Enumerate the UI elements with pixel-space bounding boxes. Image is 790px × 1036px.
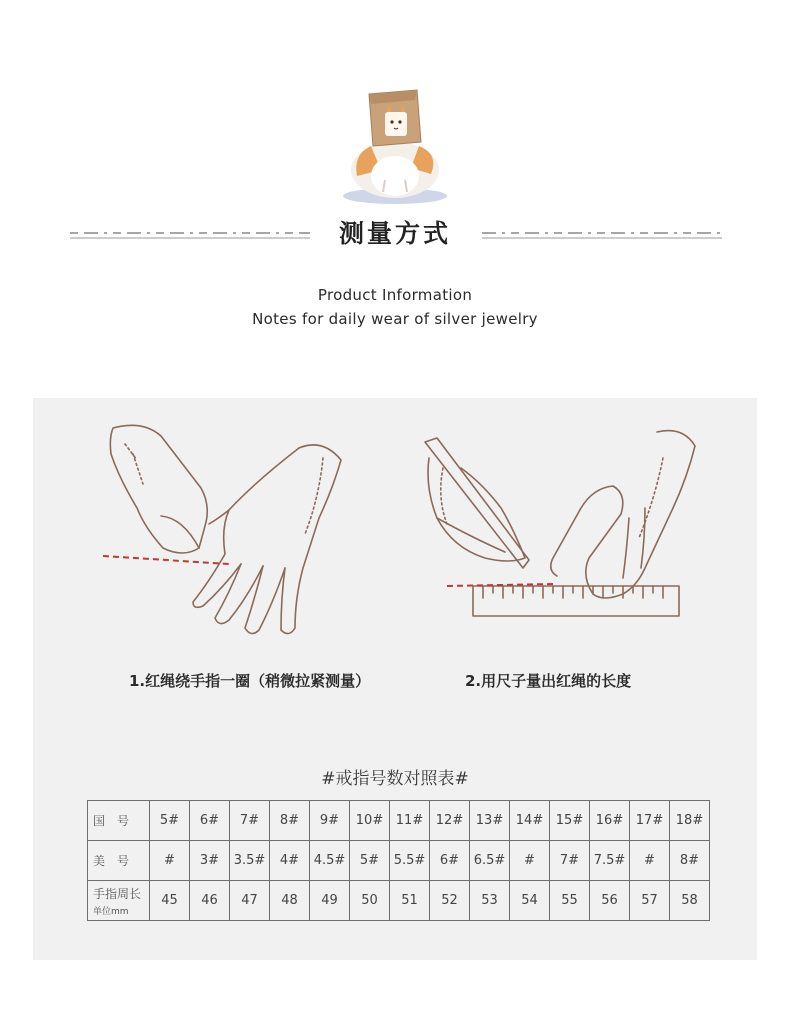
table-cell: 3# xyxy=(190,841,230,881)
table-cell: 51 xyxy=(390,881,430,921)
unit-label: 单位mm xyxy=(93,906,129,917)
subtitle-notes: Notes for daily wear of silver jewelry xyxy=(252,310,538,328)
table-cell: 4.5# xyxy=(310,841,350,881)
table-cell: 57 xyxy=(630,881,670,921)
table-cell: # xyxy=(510,841,550,881)
table-cell: 7# xyxy=(550,841,590,881)
section-title-row xyxy=(0,212,790,252)
row-header-cn-size: 国 号 xyxy=(88,801,150,841)
table-cell: 54 xyxy=(510,881,550,921)
table-cell: 18# xyxy=(670,801,710,841)
table-cell: 7# xyxy=(230,801,270,841)
table-cell: 5# xyxy=(350,841,390,881)
table-cell: 12# xyxy=(430,801,470,841)
measurement-panel xyxy=(33,398,757,960)
table-cell: 8# xyxy=(670,841,710,881)
table-row-cn-size xyxy=(88,801,710,841)
table-cell: 49 xyxy=(310,881,350,921)
table-cell: 50 xyxy=(350,881,390,921)
table-cell: 17# xyxy=(630,801,670,841)
table-cell: 58 xyxy=(670,881,710,921)
subtitle-product-information: Product Information xyxy=(317,286,473,304)
table-cell: 5.5# xyxy=(390,841,430,881)
table-cell: 7.5# xyxy=(590,841,630,881)
table-cell: 48 xyxy=(270,881,310,921)
table-cell: 14# xyxy=(510,801,550,841)
hand-with-ruler-sketch xyxy=(425,431,695,616)
table-cell: 46 xyxy=(190,881,230,921)
red-string-left xyxy=(103,556,229,564)
table-cell: 15# xyxy=(550,801,590,841)
table-cell: 52 xyxy=(430,881,470,921)
table-cell: 55 xyxy=(550,881,590,921)
hand-wrapping-string-sketch xyxy=(110,425,341,633)
table-cell: 13# xyxy=(470,801,510,841)
table-cell: 6# xyxy=(190,801,230,841)
table-cell: 16# xyxy=(590,801,630,841)
table-cell: 53 xyxy=(470,881,510,921)
cat-with-paper-bag-illustration xyxy=(335,84,455,206)
table-cell: 9# xyxy=(310,801,350,841)
table-cell: 8# xyxy=(270,801,310,841)
table-cell: 5# xyxy=(150,801,190,841)
table-row-circumference xyxy=(88,881,710,921)
page-title: 测量方式 xyxy=(338,219,451,248)
table-cell: 6.5# xyxy=(470,841,510,881)
decorative-dash-line-left xyxy=(70,230,310,240)
table-cell: 10# xyxy=(350,801,390,841)
table-cell: # xyxy=(150,841,190,881)
decorative-dash-line-right xyxy=(482,230,722,240)
table-cell: 45 xyxy=(150,881,190,921)
table-cell: 4# xyxy=(270,841,310,881)
table-cell: 47 xyxy=(230,881,270,921)
table-cell: 6# xyxy=(430,841,470,881)
hand-measuring-illustration xyxy=(33,398,757,658)
row-header-circumference: 手指周长 单位mm xyxy=(88,881,150,921)
size-table-title: #戒指号数对照表# xyxy=(321,769,469,789)
step-2-label: 2.用尺子量出红绳的长度 xyxy=(465,672,632,690)
row-header-us-size: 美 号 xyxy=(88,841,150,881)
step-1-label: 1.红绳绕手指一圈（稍微拉紧测量） xyxy=(129,672,371,690)
table-cell: 11# xyxy=(390,801,430,841)
ring-size-table xyxy=(87,800,710,921)
table-row-us-size xyxy=(88,841,710,881)
table-cell: # xyxy=(630,841,670,881)
table-cell: 56 xyxy=(590,881,630,921)
table-cell: 3.5# xyxy=(230,841,270,881)
